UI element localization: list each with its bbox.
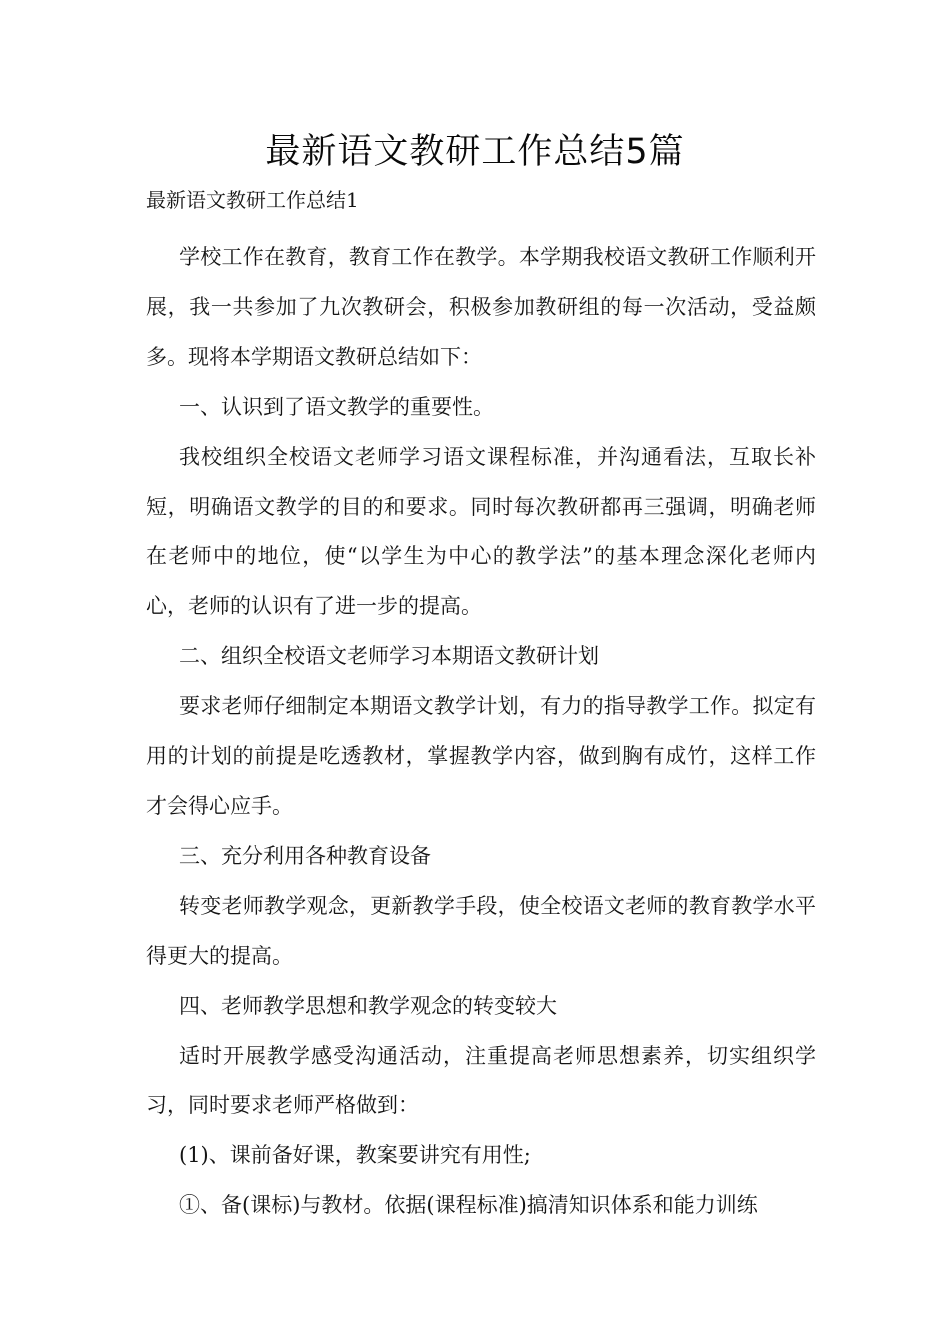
heading-section-3: 三、充分利用各种教育设备 xyxy=(179,843,431,868)
paragraph-intro: 学校工作在教育，教育工作在教学。本学期我校语文教研工作顺利开展，我一共参加了九次教研会，积极参加教研组的每一次活动，受益颇多。现将本学期语文教研总结如下： xyxy=(146,245,816,369)
paragraph-section-3: 转变老师教学观念，更新教学手段，使全校语文老师的教育教学水平得更大的提高。 xyxy=(146,893,816,968)
list-subitem-1: ①、备(课标)与教材。依据(课程标准)搞清知识体系和能力训练 xyxy=(179,1193,758,1218)
document-title: 最新语文教研工作总结5篇 xyxy=(265,132,685,172)
heading-section-2: 二、组织全校语文老师学习本期语文教研计划 xyxy=(179,644,599,669)
section-subtitle: 最新语文教研工作总结1 xyxy=(146,188,359,212)
heading-section-4: 四、老师教学思想和教学观念的转变较大 xyxy=(179,993,557,1018)
paragraph-section-4: 适时开展教学感受沟通活动，注重提高老师思想素养，切实组织学习，同时要求老师严格做到： xyxy=(146,1043,816,1118)
paragraph-section-2: 要求老师仔细制定本期语文教学计划，有力的指导教学工作。拟定有用的计划的前提是吃透教材，掌握教学内容，做到胸有成竹，这样工作才会得心应手。 xyxy=(146,694,816,818)
heading-section-1: 一、认识到了语文教学的重要性。 xyxy=(179,394,494,419)
list-item-1: (1)、课前备好课，教案要讲究有用性; xyxy=(179,1143,531,1168)
paragraph-section-1: 我校组织全校语文老师学习语文课程标准，并沟通看法，互取长补短，明确语文教学的目的和要求。同时每次教研都再三强调，明确老师在老师中的地位，使“以学生为中心的教学法”的基本理念深化老师内心，老师的认识有了进一步的提高。 xyxy=(146,444,816,619)
document-body xyxy=(146,183,816,1231)
